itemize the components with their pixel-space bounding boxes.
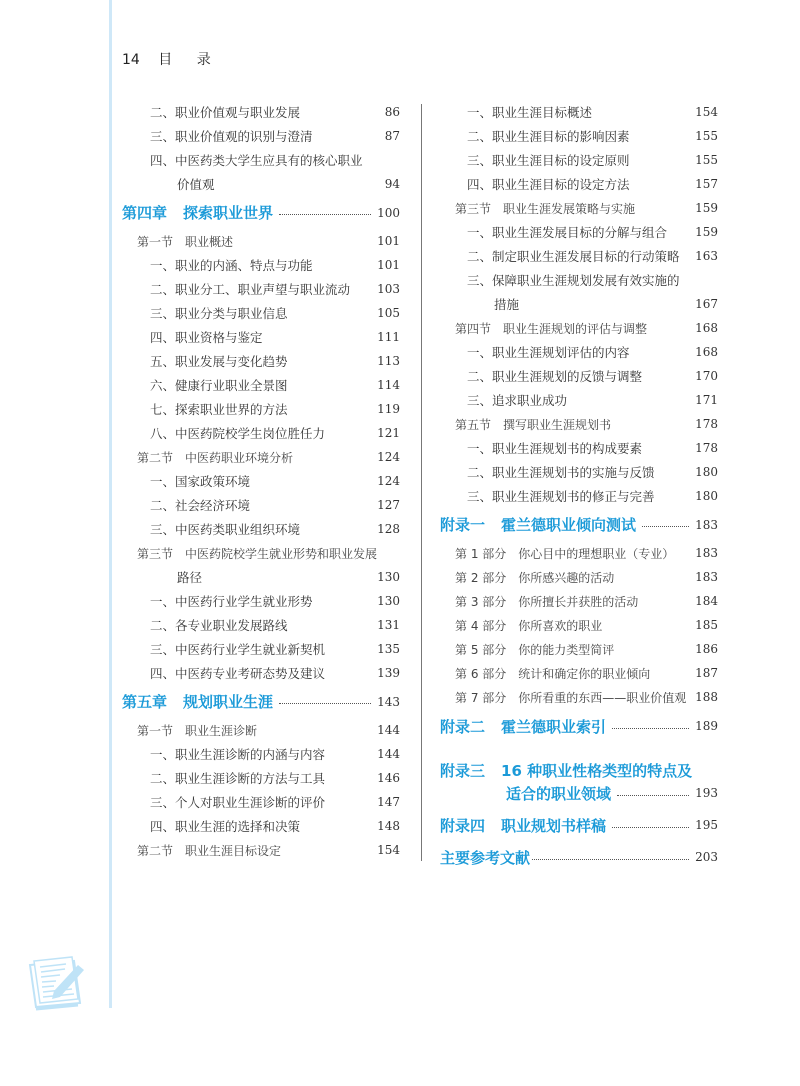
entry-title: 一、职业生涯规划书的构成要素 — [467, 441, 643, 456]
entry-title: 第 7 部分 你所看重的东西——职业价值观 — [455, 690, 687, 705]
page-number: 113 — [377, 354, 400, 368]
appendix-title: 霍兰德职业索引 — [501, 717, 607, 736]
toc-entry-item[interactable] — [122, 100, 400, 124]
toc-entry-item[interactable] — [122, 589, 400, 613]
page-number: 180 — [695, 465, 718, 479]
chapter-label: 附录一 — [440, 516, 486, 534]
toc-entry-part[interactable] — [440, 685, 718, 709]
entry-title: 四、职业生涯目标的设定方法 — [467, 177, 630, 192]
entry-title: 三、职业分类与职业信息 — [150, 306, 288, 321]
page-number: 168 — [695, 345, 718, 359]
toc-entry-sec[interactable] — [440, 316, 718, 340]
entry-title: 三、中医药行业学生就业新契机 — [150, 642, 326, 657]
toc-entry-item[interactable] — [122, 469, 400, 493]
entry-title: 三、职业生涯目标的设定原则 — [467, 153, 630, 168]
entry-title: 措施 — [494, 297, 520, 312]
page-number: 143 — [377, 694, 400, 709]
toc-entry-item[interactable] — [440, 484, 718, 508]
toc-entry-item[interactable] — [440, 364, 718, 388]
page-number: 154 — [695, 105, 718, 119]
toc-entry-sec[interactable] — [122, 718, 400, 742]
toc-entry-item[interactable] — [122, 790, 400, 814]
toc-entry-item[interactable] — [440, 148, 718, 172]
entry-title: 一、国家政策环境 — [150, 474, 251, 489]
dot-leader — [617, 795, 689, 796]
entry-title: 三、职业生涯规划书的修正与完善 — [467, 489, 655, 504]
toc-entry-item[interactable] — [122, 349, 400, 373]
page-number: 128 — [377, 522, 400, 536]
toc-entry-part[interactable] — [440, 589, 718, 613]
appendix-label: 附录二 — [440, 717, 486, 736]
entry-title: 二、制定职业生涯发展目标的行动策略 — [467, 249, 680, 264]
entry-title: 二、社会经济环境 — [150, 498, 251, 513]
chapter-title: 探索职业世界 — [183, 204, 274, 222]
entry-title: 一、职业的内涵、特点与功能 — [150, 258, 313, 273]
dot-leader — [642, 526, 689, 527]
chapter-label: 第四章 — [122, 204, 168, 222]
appendix-title: 职业规划书样稿 — [501, 816, 607, 835]
entry-title: 三、个人对职业生涯诊断的评价 — [150, 795, 326, 810]
toc-entry-item[interactable] — [122, 277, 400, 301]
page-number: 103 — [377, 282, 400, 296]
page-number: 157 — [695, 177, 718, 191]
appendix-label: 附录四 — [440, 816, 486, 835]
toc-entry-ch[interactable] — [122, 196, 400, 229]
toc-entry-sec[interactable] — [122, 541, 400, 565]
dot-leader — [532, 859, 689, 860]
appendix-label: 附录三 — [440, 762, 486, 780]
page-number: 124 — [377, 450, 400, 464]
page-number: 139 — [377, 666, 400, 680]
column-divider — [421, 104, 422, 861]
toc-entry-cont[interactable] — [440, 292, 718, 316]
page-number: 131 — [377, 618, 400, 632]
toc-entry-item[interactable] — [440, 244, 718, 268]
toc-entry-item[interactable] — [440, 172, 718, 196]
toc-references[interactable] — [440, 845, 718, 869]
page-number: 94 — [384, 177, 400, 191]
entry-title: 第四节 职业生涯规划的评估与调整 — [455, 321, 648, 336]
entry-title: 第 1 部分 你心目中的理想职业（专业） — [455, 546, 675, 561]
chapter-title: 霍兰德职业倾向测试 — [501, 516, 637, 534]
entry-title: 第三节 中医药院校学生就业形势和职业发展 — [137, 546, 378, 561]
page-number: 163 — [695, 249, 718, 263]
page-number: 101 — [377, 234, 400, 248]
page-number: 167 — [695, 297, 718, 311]
entry-title: 三、保障职业生涯规划发展有效实施的 — [467, 273, 680, 288]
page-number: 135 — [377, 642, 400, 656]
toc-entry-item[interactable] — [440, 268, 718, 292]
page-number: 183 — [695, 546, 718, 560]
toc-entry-item[interactable] — [440, 124, 718, 148]
page-number: 183 — [695, 517, 718, 532]
entry-title: 路径 — [177, 570, 203, 585]
entry-title: 一、职业生涯诊断的内涵与内容 — [150, 747, 326, 762]
toc-entry-part[interactable] — [440, 565, 718, 589]
entry-title: 一、中医药行业学生就业形势 — [150, 594, 313, 609]
toc-appendix-3-cont[interactable] — [440, 781, 718, 805]
entry-title: 第二节 中医药职业环境分析 — [137, 450, 294, 465]
page-number: 178 — [695, 441, 718, 455]
toc-appendix-4[interactable] — [440, 805, 718, 845]
page-number: 14 — [122, 52, 140, 68]
page-number: 114 — [377, 378, 400, 392]
appendix-title: 16 种职业性格类型的特点及 — [501, 762, 693, 780]
toc-entry-item[interactable] — [122, 766, 400, 790]
toc-entry-item[interactable] — [440, 388, 718, 412]
page-number: 188 — [695, 690, 718, 704]
page-number: 87 — [384, 129, 400, 143]
toc-entry-item[interactable] — [122, 124, 400, 148]
entry-title: 三、追求职业成功 — [467, 393, 568, 408]
chapter-label: 第五章 — [122, 693, 168, 711]
toc-left-column — [122, 100, 400, 862]
entry-title: 一、职业生涯发展目标的分解与组合 — [467, 225, 668, 240]
entry-title: 八、中医药院校学生岗位胜任力 — [150, 426, 326, 441]
page-number: 146 — [377, 771, 400, 785]
toc-entry-item[interactable] — [122, 253, 400, 277]
page-number: 171 — [695, 393, 718, 407]
appendix-title-cont: 适合的职业领域 — [506, 784, 612, 803]
toc-entry-item[interactable] — [440, 436, 718, 460]
entry-title: 二、各专业职业发展路线 — [150, 618, 288, 633]
page-number: 168 — [695, 321, 718, 335]
running-header — [122, 49, 221, 69]
entry-title: 第一节 职业概述 — [137, 234, 234, 249]
toc-entry-item[interactable] — [440, 220, 718, 244]
entry-title: 二、职业生涯规划的反馈与调整 — [467, 369, 643, 384]
page-number: 159 — [695, 201, 718, 215]
notebook-pencil-icon — [28, 955, 88, 1015]
page-number: 144 — [377, 723, 400, 737]
toc-entry-item[interactable] — [440, 100, 718, 124]
page-number: 195 — [695, 818, 718, 832]
entry-title: 第三节 职业生涯发展策略与实施 — [455, 201, 636, 216]
references-title: 主要参考文献 — [440, 848, 531, 867]
dot-leader — [612, 728, 689, 729]
page-number: 86 — [384, 105, 400, 119]
toc-entry-sec[interactable] — [440, 196, 718, 220]
entry-title: 四、职业资格与鉴定 — [150, 330, 263, 345]
margin-line — [109, 0, 112, 1008]
page-number: 130 — [377, 570, 400, 584]
chapter-title: 规划职业生涯 — [183, 693, 274, 711]
toc-entry-item[interactable] — [122, 517, 400, 541]
toc-entry-sec[interactable] — [122, 445, 400, 469]
dot-leader — [612, 827, 689, 828]
page-number: 189 — [695, 719, 718, 733]
toc-appendix-3[interactable] — [440, 745, 718, 781]
entry-title: 第五节 撰写职业生涯规划书 — [455, 417, 612, 432]
entry-title: 第一节 职业生涯诊断 — [137, 723, 258, 738]
entry-title: 第 5 部分 你的能力类型简评 — [455, 642, 615, 657]
page-number: 127 — [377, 498, 400, 512]
page-number: 144 — [377, 747, 400, 761]
toc-entry-item[interactable] — [440, 460, 718, 484]
page-number: 203 — [695, 850, 718, 864]
page-number: 178 — [695, 417, 718, 431]
toc-entry-item[interactable] — [440, 340, 718, 364]
entry-title: 二、职业生涯规划书的实施与反馈 — [467, 465, 655, 480]
entry-title: 第 4 部分 你所喜欢的职业 — [455, 618, 603, 633]
entry-title: 二、职业生涯目标的影响因素 — [467, 129, 630, 144]
toc-appendix-2[interactable] — [440, 709, 718, 743]
toc-entry-part[interactable] — [440, 637, 718, 661]
toc-entry-part[interactable] — [440, 613, 718, 637]
page-number: 121 — [377, 426, 400, 440]
page-number: 147 — [377, 795, 400, 809]
entry-title: 第二节 职业生涯目标设定 — [137, 843, 282, 858]
page-number: 183 — [695, 570, 718, 584]
entry-title: 二、职业生涯诊断的方法与工具 — [150, 771, 326, 786]
toc-entry-part[interactable] — [440, 661, 718, 685]
entry-title: 三、职业价值观的识别与澄清 — [150, 129, 313, 144]
toc-entry-ch[interactable] — [122, 685, 400, 718]
page-number: 155 — [695, 153, 718, 167]
toc-entry-sec[interactable] — [122, 229, 400, 253]
toc-entry-item[interactable] — [122, 661, 400, 685]
toc-entry-cont[interactable] — [122, 565, 400, 589]
entry-title: 四、中医药专业考研态势及建议 — [150, 666, 326, 681]
page-number: 148 — [377, 819, 400, 833]
toc-entry-item[interactable] — [122, 637, 400, 661]
entry-title: 五、职业发展与变化趋势 — [150, 354, 288, 369]
toc-entry-part[interactable] — [440, 541, 718, 565]
page-number: 119 — [377, 402, 400, 416]
toc-entry-item[interactable] — [122, 148, 400, 172]
page-number: 193 — [695, 786, 718, 800]
toc-entry-item[interactable] — [122, 814, 400, 838]
toc-entry-item[interactable] — [122, 421, 400, 445]
toc-entry-item[interactable] — [122, 397, 400, 421]
entry-title: 第 6 部分 统计和确定你的职业倾向 — [455, 666, 651, 681]
toc-entry-item[interactable] — [122, 613, 400, 637]
toc-entry-item[interactable] — [122, 301, 400, 325]
page-number: 180 — [695, 489, 718, 503]
toc-entry-cont[interactable] — [122, 172, 400, 196]
page-number: 101 — [377, 258, 400, 272]
toc-entry-item[interactable] — [122, 325, 400, 349]
entry-title: 价值观 — [177, 177, 215, 192]
header-title: 目 录 — [158, 52, 221, 68]
page-number: 159 — [695, 225, 718, 239]
entry-title: 一、职业生涯目标概述 — [467, 105, 593, 120]
toc-entry-ch[interactable] — [440, 508, 718, 541]
entry-title: 一、职业生涯规划评估的内容 — [467, 345, 630, 360]
dot-leader — [279, 703, 371, 704]
toc-entry-sec[interactable] — [122, 838, 400, 862]
toc-entry-item[interactable] — [122, 742, 400, 766]
dot-leader — [279, 214, 371, 215]
toc-entry-item[interactable] — [122, 373, 400, 397]
toc-entry-item[interactable] — [122, 493, 400, 517]
entry-title: 二、职业分工、职业声望与职业流动 — [150, 282, 351, 297]
toc-entry-sec[interactable] — [440, 412, 718, 436]
entry-title: 四、职业生涯的选择和决策 — [150, 819, 301, 834]
page-number: 155 — [695, 129, 718, 143]
page-number: 185 — [695, 618, 718, 632]
entry-title: 第 2 部分 你所感兴趣的活动 — [455, 570, 615, 585]
entry-title: 二、职业价值观与职业发展 — [150, 105, 301, 120]
entry-title: 第 3 部分 你所擅长并获胜的活动 — [455, 594, 639, 609]
entry-title: 六、健康行业职业全景图 — [150, 378, 288, 393]
page-number: 154 — [377, 843, 400, 857]
page-number: 186 — [695, 642, 718, 656]
entry-title: 七、探索职业世界的方法 — [150, 402, 288, 417]
page-number: 184 — [695, 594, 718, 608]
page-number: 187 — [695, 666, 718, 680]
page-number: 124 — [377, 474, 400, 488]
page-number: 170 — [695, 369, 718, 383]
page-number: 111 — [377, 330, 400, 344]
page-number: 100 — [377, 205, 400, 220]
page-number: 130 — [377, 594, 400, 608]
page-number: 105 — [377, 306, 400, 320]
entry-title: 四、中医药类大学生应具有的核心职业 — [150, 153, 363, 168]
toc-right-column — [440, 100, 718, 869]
entry-title: 三、中医药类职业组织环境 — [150, 522, 301, 537]
